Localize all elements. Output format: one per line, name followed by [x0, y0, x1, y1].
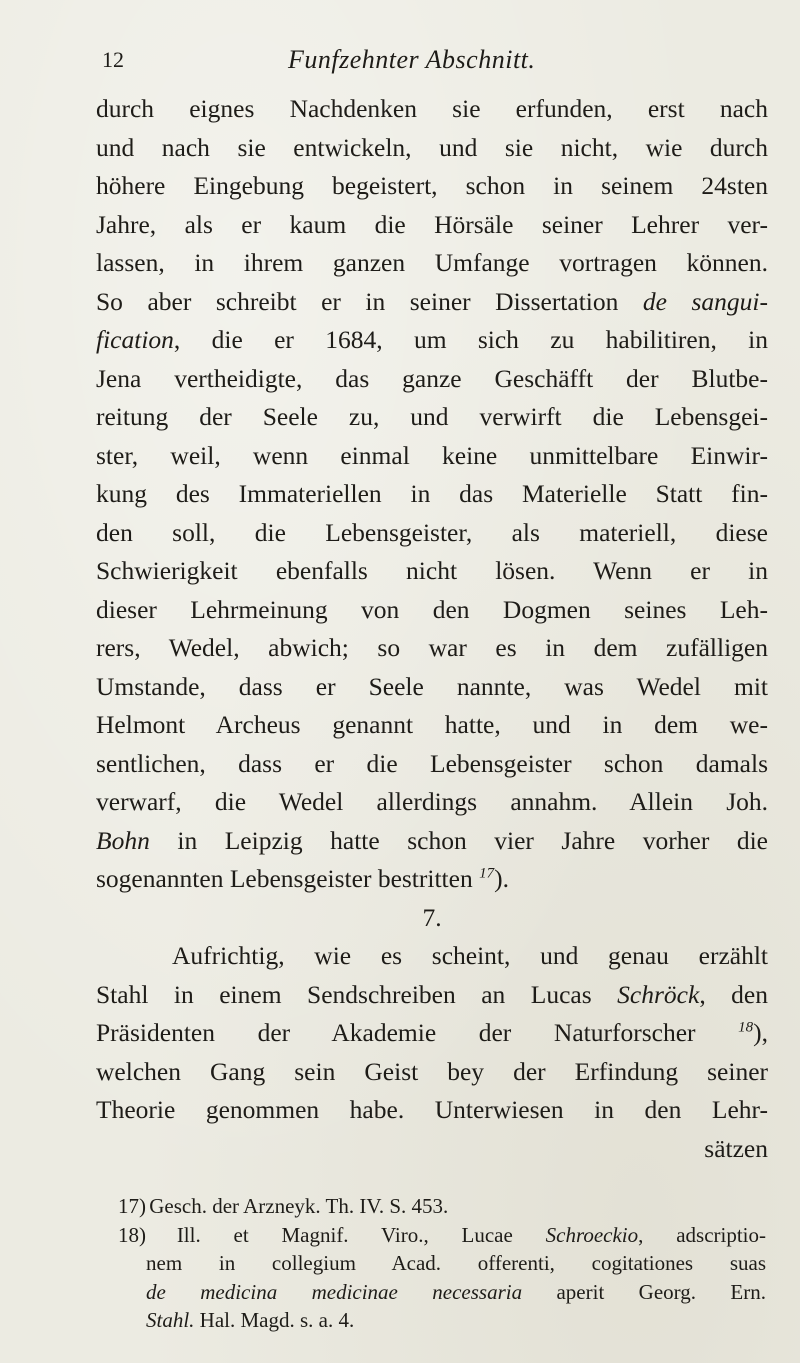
text-line: den soll, die Lebensgeister, als materiell, diese	[96, 517, 768, 547]
page-number: 12	[102, 47, 124, 72]
text-line: Helmont Archeus genannt hatte, und in dem we-	[96, 710, 768, 739]
footnote-17	[118, 1192, 766, 1221]
footnote-text: Hal. Magd. s. a. 4.	[194, 1308, 355, 1332]
text-segment: , den	[699, 979, 768, 1009]
person-name: Schröck	[617, 979, 700, 1009]
latin-title: de medicina medicinae necessaria	[146, 1279, 523, 1304]
person-name: Schroeckio	[545, 1222, 639, 1247]
text-segment: So aber schreibt er in seiner Dissertation	[96, 286, 619, 316]
catchword: sätzen	[704, 1133, 768, 1163]
text-line	[96, 283, 768, 322]
footnote-18	[118, 1221, 766, 1250]
person-name: Stahl.	[146, 1308, 195, 1332]
section-number: 7.	[422, 902, 442, 932]
running-head: Funfzehnter Abschnitt.	[288, 45, 536, 74]
footnote-line	[118, 1278, 766, 1307]
text-line: Aufrichtig, wie es scheint, und genau erzählt	[172, 941, 768, 970]
text-line	[96, 321, 768, 360]
text-line: kung des Immateriellen in das Materielle Statt fin-	[96, 479, 768, 508]
footnote-line: nem in collegium Acad. offerenti, cogitationes suas	[146, 1251, 766, 1275]
page-header	[100, 40, 780, 80]
text-segment: ).	[494, 864, 509, 893]
text-segment: in Leipzig hatte schon vier Jahre vorher die	[149, 825, 768, 855]
footnote-ref-18: 18	[738, 1019, 754, 1036]
footnote-number: 18)	[118, 1222, 146, 1247]
text-line: welchen Gang sein Geist bey der Erfindung seiner	[96, 1056, 768, 1086]
footnote-ref-17: 17	[479, 865, 495, 882]
text-line: durch eignes Nachdenken sie erfunden, erst nach	[96, 94, 768, 123]
text-line: Schwierigkeit ebenfalls nicht lösen. Wenn er in	[96, 556, 768, 585]
text-segment: Präsidenten der Akademie der Naturforscher	[96, 1018, 696, 1047]
text-line: Jahre, als er kaum die Hörsäle seiner Lehrer ver-	[96, 209, 768, 239]
text-line: dieser Lehrmeinung von den Dogmen seines Leh-	[96, 594, 768, 624]
text-line	[96, 976, 768, 1015]
text-line: ster, weil, wenn einmal keine unmittelbare Einwir-	[96, 440, 768, 470]
text-line: und nach sie entwickeln, und sie nicht, wie durch	[96, 132, 768, 162]
body-text	[96, 90, 768, 1168]
text-line: reitung der Seele zu, und verwirft die Lebensgei-	[96, 402, 768, 431]
text-line	[96, 1014, 768, 1053]
latin-title: de sangui-	[642, 286, 768, 316]
text-line	[96, 860, 768, 899]
text-segment: , die er 1684, um sich zu habilitiren, in	[173, 325, 768, 354]
person-name: Bohn	[96, 825, 150, 855]
footnote-text: Ill. et Magnif. Viro., Lucae	[176, 1222, 546, 1247]
text-line: Theorie genommen habe. Unterwiesen in den Lehr-	[96, 1095, 768, 1124]
text-line: höhere Eingebung begeistert, schon in seinem 24sten	[96, 171, 768, 200]
text-line	[96, 822, 768, 861]
footnote-text: , adscriptio-	[638, 1222, 767, 1247]
text-line: sentlichen, dass er die Lebensgeister schon damals	[96, 748, 768, 778]
text-segment: sogenannten Lebensgeister bestritten	[96, 864, 473, 893]
text-segment: Stahl in einem Sendschreiben an Lucas	[96, 979, 618, 1009]
text-line: rers, Wedel, abwich; so war es in dem zufälligen	[96, 633, 768, 662]
text-line: Jena vertheidigte, das ganze Geschäfft der Blutbe-	[96, 363, 768, 393]
text-segment: ),	[753, 1018, 768, 1047]
latin-title: fication	[96, 325, 174, 354]
footnote-text: aperit Georg. Ern.	[522, 1279, 766, 1304]
text-line: Umstande, dass er Seele nannte, was Wedel mit	[96, 671, 768, 701]
footnote-line	[118, 1306, 766, 1335]
footnotes	[118, 1192, 766, 1335]
footnote-number: 17)	[118, 1194, 146, 1218]
text-line: lassen, in ihrem ganzen Umfange vortragen können.	[96, 248, 768, 277]
text-line: verwarf, die Wedel allerdings annahm. Allein Joh.	[96, 787, 768, 816]
footnote-text: Gesch. der Arzneyk. Th. IV. S. 453.	[149, 1194, 449, 1218]
